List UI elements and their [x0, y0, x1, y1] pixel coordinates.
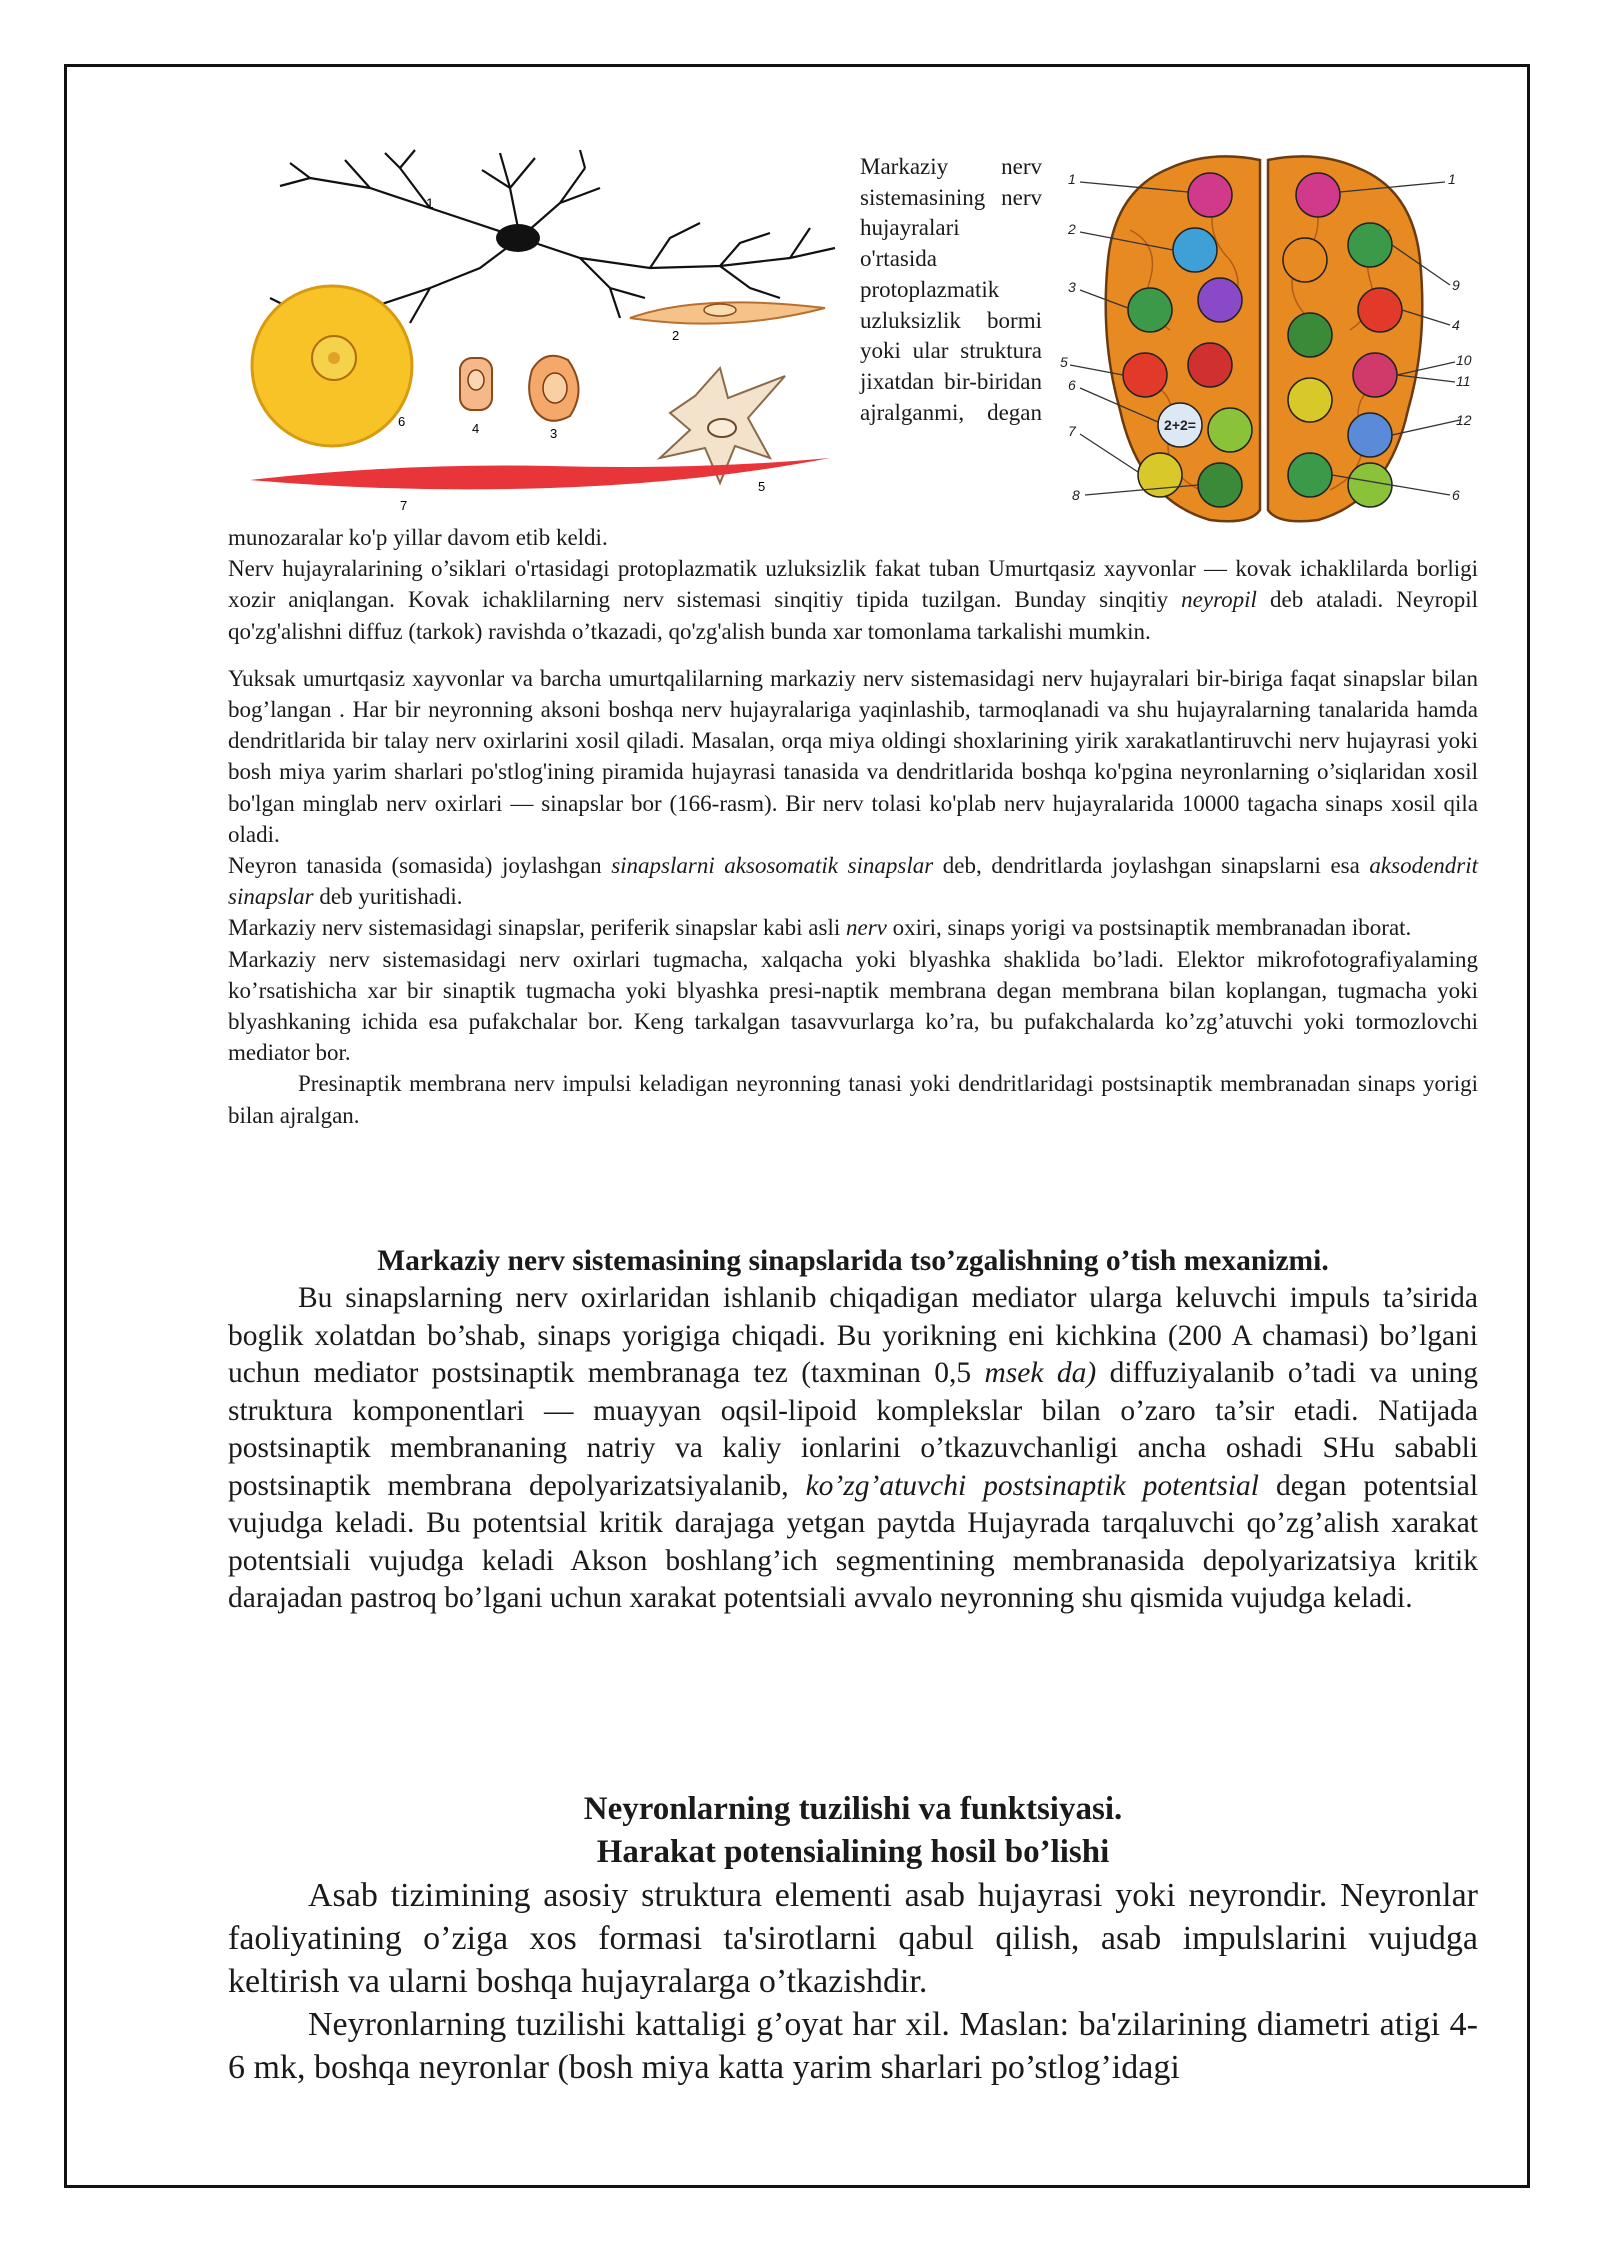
section-heading-2b: Harakat potensialining hosil bo’lishi	[596, 1834, 1110, 1870]
brain-label-left-3: 3	[1068, 279, 1076, 295]
paragraph-central-synapses: Markaziy nerv sistemasidagi sinapslar, periferik sinapslar kabi asli nerv oxiri, sinaps yorigi va postsinaptik membranadan iborat.	[228, 915, 1412, 941]
term-axosomatic: sinapslarni aksosomatik sinapslar	[611, 853, 934, 879]
term-epsp: ko’zg’atuvchi postsinaptik potentsial	[805, 1469, 1259, 1502]
brain-figure	[1060, 150, 1470, 530]
term-nerv: nerv	[845, 915, 887, 941]
paragraph-syncytium: Nerv hujayralarining o’siklari o'rtasidagi protoplazmatik uzluksizlik fakat tuban Umurtqasiz xayvonlar — kovak ichaklilarda borligi xozir aniqlangan. Kovak ichaklilarning nerv sistemasi sinqitiy tipida tuzilgan. Bunday sinqitiy neyropil deb ataladi. Neyropil qo'zg'alishni diffuz (tarkok) ravishda o’tkazadi, qo'zg'alish bunda xar tomonlama tarkalishi mumkin.	[228, 556, 1479, 644]
body-small	[228, 522, 1478, 1131]
cell-label-7: 7	[400, 498, 408, 513]
intro-column: Markaziy nerv sistemasining nerv hujayralari o'rtasida protoplazmatik uzluksizlik bormi yoki ular struktura jixatdan bir-biridan ajralganmi, degan	[860, 154, 1042, 425]
intro-continuation: munozaralar ko'p yillar davom etib keldi.	[228, 525, 608, 550]
brain-label-right-9: 9	[1452, 277, 1460, 293]
brain-label-left-1: 1	[1068, 171, 1076, 187]
cell-label-3: 3	[550, 426, 558, 441]
nerve-cells-figure	[250, 148, 840, 528]
cell-label-5: 5	[758, 479, 766, 494]
brain-formula: 2+2=	[1164, 417, 1196, 433]
brain-label-left-7: 7	[1068, 423, 1076, 439]
paragraph-presynaptic: Presinaptik membrana nerv impulsi keladigan neyronning tanasi yoki dendritlaridagi postsinaptik membranadan sinaps yorigi bilan ajralgan.	[228, 1071, 1478, 1128]
brain-label-left-8: 8	[1072, 487, 1080, 503]
brain-label-left-5: 5	[1060, 354, 1068, 370]
term-msek: msek da)	[984, 1357, 1097, 1389]
brain-label-right-4: 4	[1452, 317, 1460, 333]
brain-label-left-6: 6	[1068, 377, 1076, 393]
brain-label-right-6: 6	[1452, 487, 1460, 503]
brain-label-left-2: 2	[1068, 221, 1076, 237]
intro-column-text	[860, 152, 1042, 428]
muscle-fiber	[250, 458, 830, 489]
section-synaptic-transmission	[228, 1242, 1478, 1618]
cell-label-6: 6	[398, 414, 406, 429]
section-heading-1: Markaziy nerv sistemasining sinapslarida tso’zgalishning o’tish mexanizmi.	[377, 1245, 1329, 1277]
section-neurons	[228, 1788, 1478, 2089]
cell-label-2: 2	[672, 328, 680, 343]
section2-paragraph-1: Asab tizimining asosiy struktura elementi asab hujayrasi yoki neyrondir. Neyronlar faoliyatining o’ziga xos formasi ta'sirotlarni qabul qilish, asab impulslarini vujudga keltirish va ularni boshqa hujayralarga o’tkazishdir.	[228, 1877, 1478, 2000]
section-heading-2a: Neyronlarning tuzilishi va funktsiyasi.	[583, 1791, 1123, 1827]
brain-label-right-10: 10	[1456, 352, 1472, 368]
brain-label-right-12: 12	[1456, 412, 1472, 428]
paragraph-terminals: Markaziy nerv sistemasidagi nerv oxirlari tugmacha, xalqacha yoki blyashka shaklida bo’ladi. Elektor mikrofotografiyalaming ko’rsatishicha xar bir sinaptik tugmacha yoki blyashka presi-naptik membrana degan membrana bilan koplangan, tugmacha yoki blyashkaning ichida esa pufakchalar bor. Keng tarkalgan tasavvurlarga ko’ra, bu pufakchalarda ko’zg’atuvchi yoki tormozlovchi mediator bor.	[228, 946, 1478, 1066]
term-neyropil: neyropil	[1181, 587, 1257, 613]
paragraph-soma: Neyron tanasida (somasida) joylashgan sinapslarni aksosomatik sinapslar deb, dendritlarda joylashgan sinapslarni esa aksodendrit sinapslar deb yuritishadi.	[228, 853, 1479, 910]
section1-paragraph: Bu sinapslarning nerv oxirlaridan ishlanib chiqadigan mediator ularga keluvchi impuls ta’sirida boglik xolatdan bo’shab, sinaps yorigiga chiqadi. Bu yorikning eni kichkina (200 A chamasi) bo’lgani uchun mediator postsinaptik membranaga tez (taxminan 0,5 msek da) diffuziyalanib o’tadi va uning struktura komponentlari — muayyan oqsil-lipoid komplekslar bilan o’zaro ta’sir etadi. Natijada postsinaptik membrananing natriy va kaliy ionlarini o’tkazuvchanligi ancha oshadi SHu sababli postsinaptik membrana depolyarizatsiyalanib, ko’zg’atuvchi postsinaptik potentsial degan potentsial vujudga keladi. Bu potentsial kritik darajaga yetgan paytda Hujayrada tarqaluvchi qo’zg’alish xarakat potentsiali vujudga keladi Akson boshlang’ich segmentining membranasida depolyarizatsiya kritik darajadan pastroq bo’lgani uchun xarakat potentsiali avvalo neyronning shu qismida vujudga keladi.	[228, 1282, 1479, 1614]
term-axodendritic: aksodendrit sinapslar	[228, 853, 1479, 910]
section2-paragraph-2: Neyronlarning tuzilishi kattaligi g’oyat har xil. Maslan: ba'zilarining diametri atigi 4-6 mk, boshqa neyronlar (bosh miya katta yarim sharlari po’stlog’idagi	[228, 2006, 1478, 2086]
brain-label-right-11: 11	[1456, 373, 1471, 389]
cell-label-1: 1	[426, 195, 434, 211]
cell-label-4: 4	[472, 421, 480, 436]
neuron-soma	[496, 224, 540, 252]
paragraph-synapses: Yuksak umurtqasiz xayvonlar va barcha umurtqalilarning markaziy nerv sistemasidagi nerv hujayralari bir-biriga faqat sinapslar bilan bog’langan . Har bir neyronning aksoni boshqa nerv hujayralariga yaqinlashib, tarmoqlanadi va shu hujayralarning tanalarida hamda dendritlarida bir talay nerv oxirlarini xosil qiladi. Masalan, orqa miya oldingi shoxlarining yirik xarakatlantiruvchi nerv hujayrasi yoki bosh miya yarim sharlari po'stlog'ining piramida hujayrasi tanasida va dendritlarida boshqa ko'pgina neyronlarning o’siqlaridan xosil bo'lgan minglab nerv oxirlari — sinapslar bor (166-rasm). Bir nerv tolasi ko'plab nerv hujayralarida 10000 tagacha sinaps xosil qila oladi.	[228, 665, 1478, 847]
brain-label-right-1: 1	[1448, 171, 1456, 187]
